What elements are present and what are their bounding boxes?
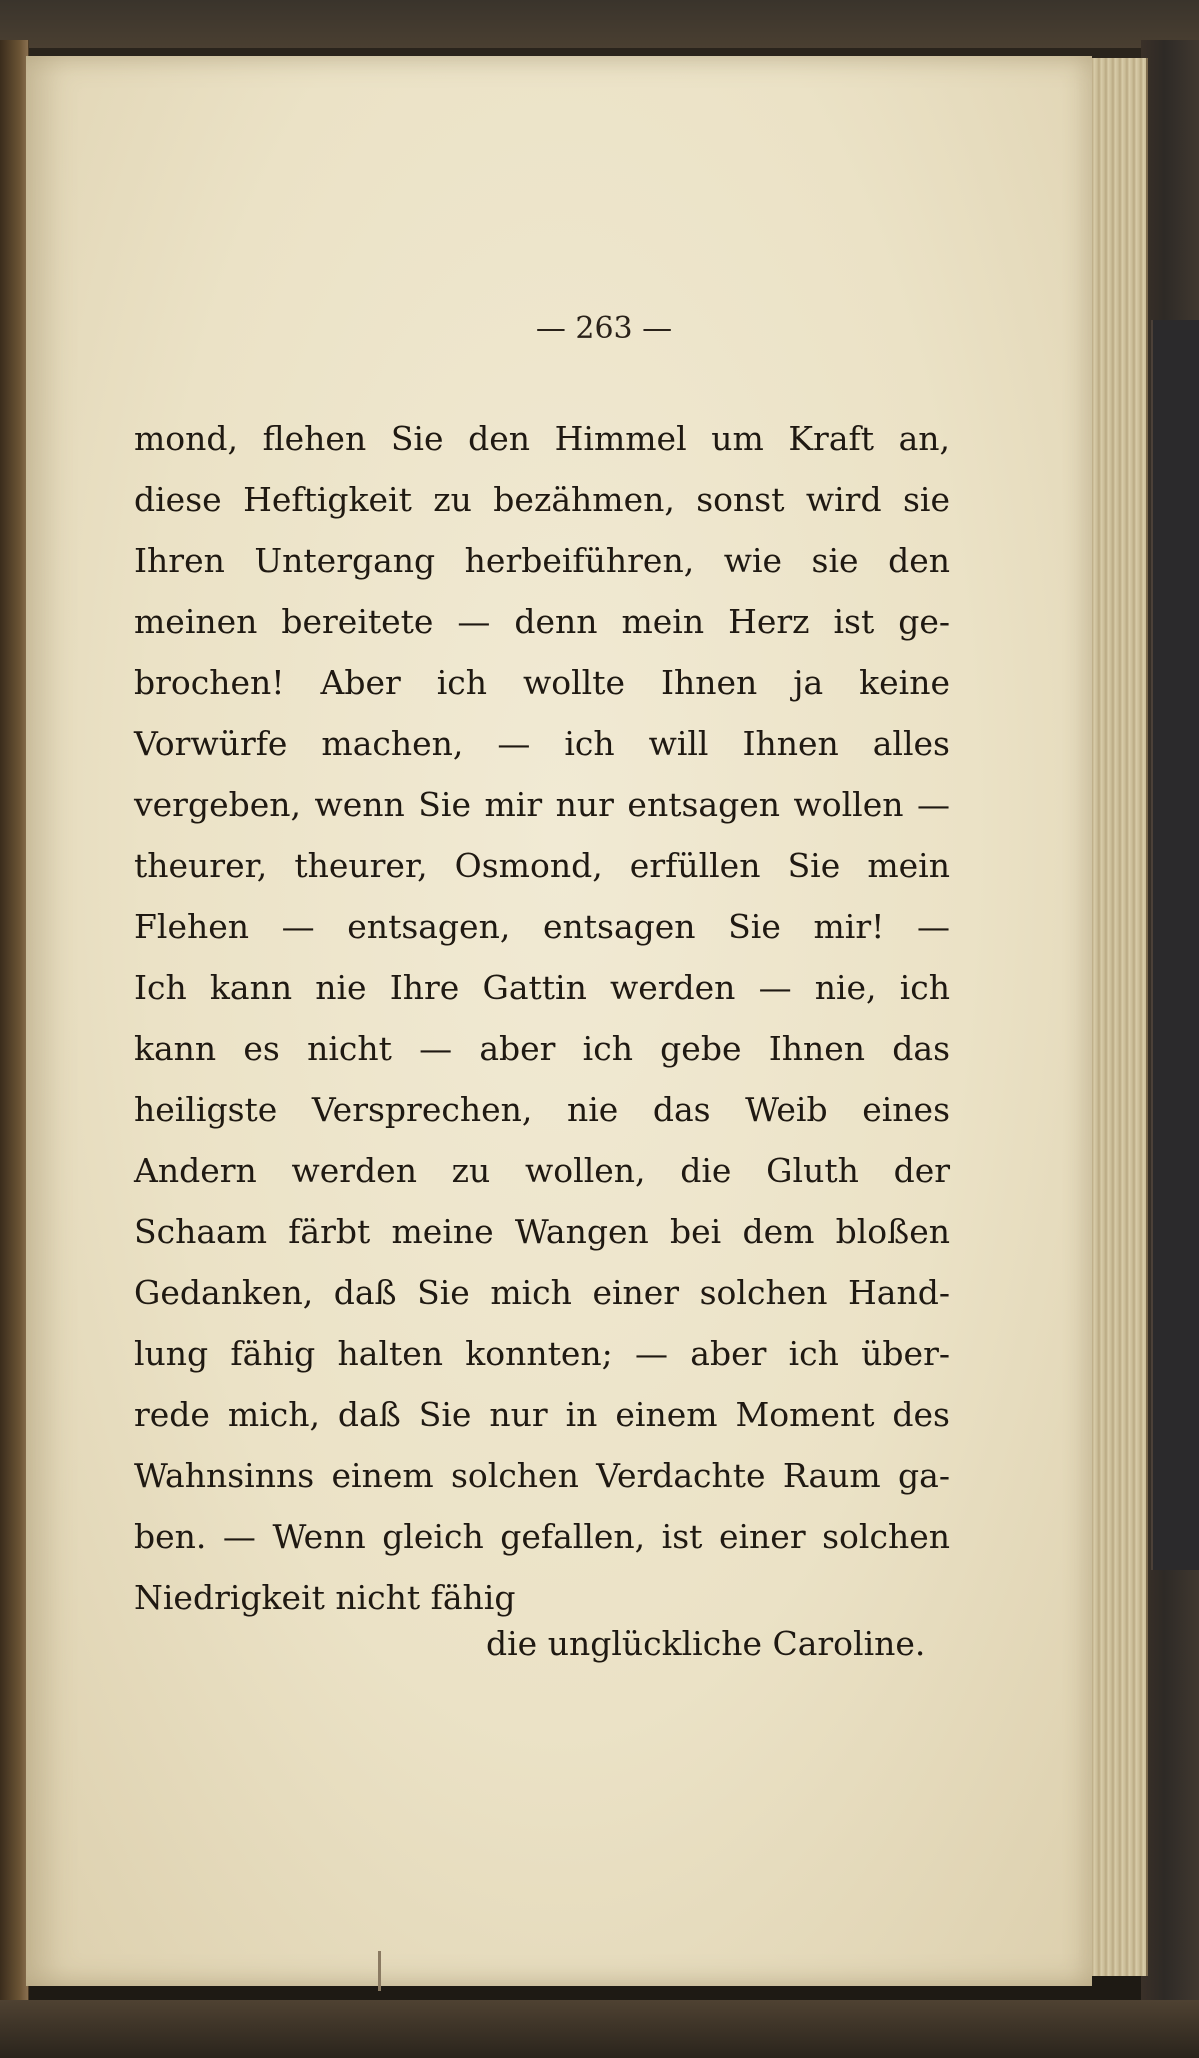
text-line: mond, flehen Sie den Himmel um Kraft an, bbox=[134, 419, 950, 458]
text-line: brochen! Aber ich wollte Ihnen ja keine bbox=[134, 663, 950, 702]
text-line: Ich kann nie Ihre Gattin werden — nie, ich bbox=[134, 968, 950, 1007]
text-line: rede mich, daß Sie nur in einem Moment des bbox=[134, 1395, 950, 1434]
right-cover-board bbox=[1141, 40, 1199, 2020]
left-cover-edge bbox=[0, 40, 29, 2020]
book-page bbox=[26, 56, 1092, 1986]
text-line: Andern werden zu wollen, die Gluth der bbox=[134, 1151, 950, 1190]
body-text bbox=[134, 408, 950, 1628]
signature-line: die unglückliche Caroline. bbox=[486, 1624, 926, 1663]
text-line: Flehen — entsagen, entsagen Sie mir! — bbox=[134, 907, 950, 946]
text-line: diese Heftigkeit zu bezähmen, sonst wird sie bbox=[134, 480, 950, 519]
top-binding-board bbox=[0, 0, 1199, 48]
text-line: Schaam färbt meine Wangen bei dem bloßen bbox=[134, 1212, 950, 1251]
bottom-binding-board bbox=[0, 2000, 1199, 2058]
text-line: Niedrigkeit nicht fähig bbox=[134, 1578, 516, 1617]
text-line: Vorwürfe machen, — ich will Ihnen alles bbox=[134, 724, 950, 763]
text-line: ben. — Wenn gleich gefallen, ist einer solchen bbox=[134, 1517, 950, 1556]
text-line: lung fähig halten konnten; — aber ich über- bbox=[134, 1334, 950, 1373]
text-line: vergeben, wenn Sie mir nur entsagen wollen — bbox=[134, 785, 950, 824]
text-line: kann es nicht — aber ich gebe Ihnen das bbox=[134, 1029, 950, 1068]
text-line: Gedanken, daß Sie mich einer solchen Hand- bbox=[134, 1273, 950, 1312]
text-line: meinen bereitete — denn mein Herz ist ge- bbox=[134, 602, 950, 641]
pencil-mark bbox=[378, 1951, 381, 1991]
cover-tear bbox=[1151, 320, 1199, 1570]
text-line: Wahnsinns einem solchen Verdachte Raum ga- bbox=[134, 1456, 950, 1495]
text-line: theurer, theurer, Osmond, erfüllen Sie mein bbox=[134, 846, 950, 885]
text-line: heiligste Versprechen, nie das Weib eines bbox=[134, 1090, 950, 1129]
text-line: Ihren Untergang herbeiführen, wie sie den bbox=[134, 541, 950, 580]
page-number: — 263 — bbox=[535, 311, 673, 346]
